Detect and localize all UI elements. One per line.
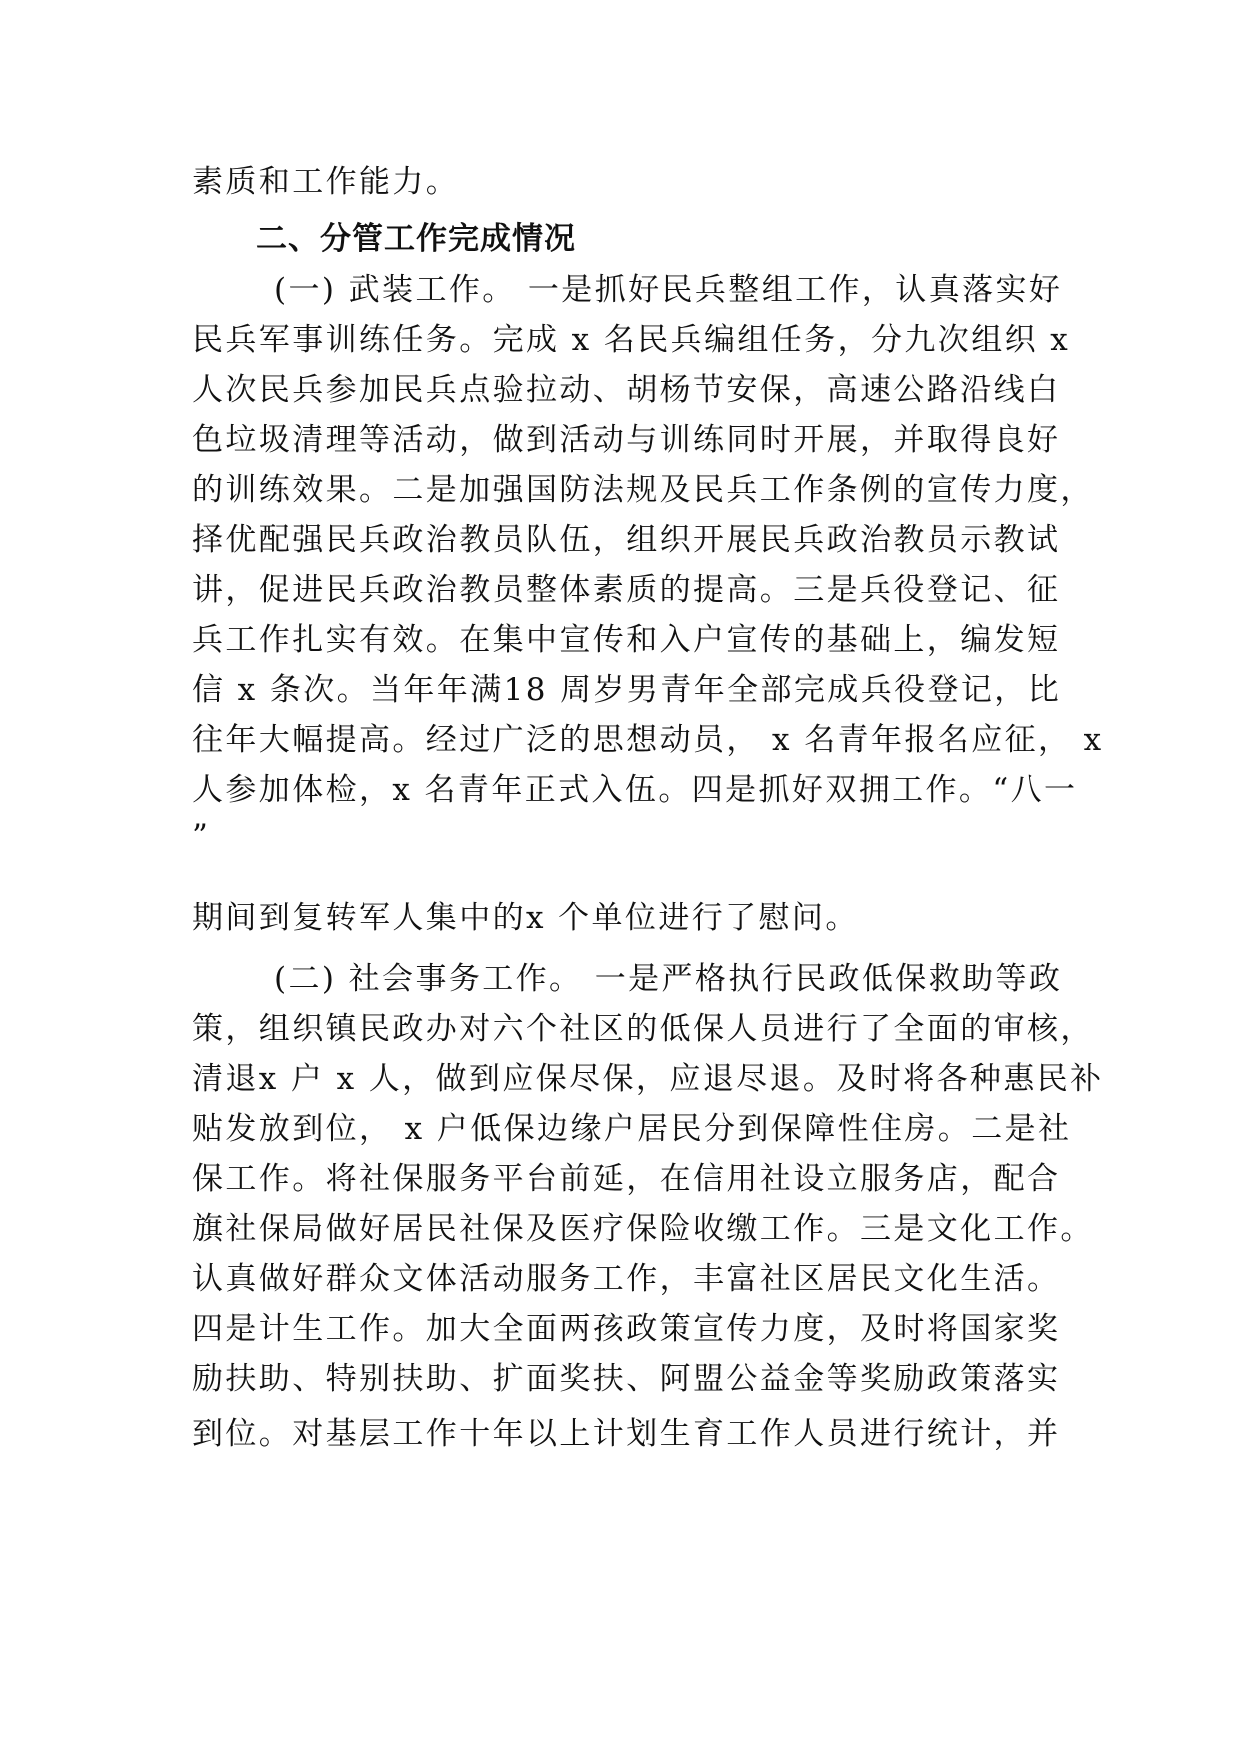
paragraph-line: 旗社保局做好居民社保及医疗保险收缴工作。三是文化工作。 — [192, 1211, 1094, 1247]
paragraph-line: 兵工作扎实有效。在集中宣传和入户宣传的基础上，编发短 — [192, 622, 1061, 658]
paragraph-line: (一) 武装工作。 一是抓好民兵整组工作，认真落实好 — [274, 272, 1063, 308]
paragraph-line: 信 x 条次。当年年满18 周岁男青年全部完成兵役登记，比 — [192, 672, 1062, 708]
paragraph-line: 色垃圾清理等活动，做到活动与训练同时开展，并取得良好 — [192, 422, 1061, 458]
paragraph-line: 择优配强民兵政治教员队伍，组织开展民兵政治教员示教试 — [192, 522, 1061, 558]
paragraph-line: (二) 社会事务工作。 一是严格执行民政低保救助等政 — [274, 961, 1063, 997]
paragraph-line: 的训练效果。二是加强国防法规及民兵工作条例的宣传力度， — [192, 472, 1094, 508]
paragraph-line: 期间到复转军人集中的x 个单位进行了慰问。 — [192, 900, 859, 936]
paragraph-line: 励扶助、特别扶助、扩面奖扶、阿盟公益金等奖励政策落实 — [192, 1361, 1061, 1397]
paragraph-line: 贴发放到位， x 户低保边缘户居民分到保障性住房。二是社 — [192, 1111, 1072, 1147]
paragraph-line: 认真做好群众文体活动服务工作，丰富社区居民文化生活。 — [192, 1261, 1061, 1297]
paragraph-line: 四是计生工作。加大全面两孩政策宣传力度，及时将国家奖 — [192, 1311, 1061, 1347]
paragraph-line: 往年大幅提高。经过广泛的思想动员， x 名青年报名应征， x — [192, 722, 1104, 758]
paragraph-line: 民兵军事训练任务。完成 x 名民兵编组任务，分九次组织 x — [192, 322, 1071, 358]
paragraph-line: 到位。对基层工作十年以上计划生育工作人员进行统计，并 — [192, 1416, 1061, 1452]
section-heading: 二、分管工作完成情况 — [256, 221, 576, 257]
paragraph-line: 策，组织镇民政办对六个社区的低保人员进行了全面的审核， — [192, 1011, 1094, 1047]
paragraph-line: 清退x 户 x 人，做到应保尽保，应退尽退。及时将各种惠民补 — [192, 1061, 1104, 1097]
paragraph-line: 素质和工作能力。 — [192, 164, 460, 200]
paragraph-line: 人参加体检，x 名青年正式入伍。四是抓好双拥工作。“八一 — [192, 772, 1078, 808]
paragraph-line: 人次民兵参加民兵点验拉动、胡杨节安保，高速公路沿线白 — [192, 372, 1061, 408]
paragraph-line: 讲，促进民兵政治教员整体素质的提高。三是兵役登记、征 — [192, 572, 1061, 608]
paragraph-line: ” — [192, 818, 211, 854]
paragraph-line: 保工作。将社保服务平台前延，在信用社设立服务店，配合 — [192, 1161, 1061, 1197]
